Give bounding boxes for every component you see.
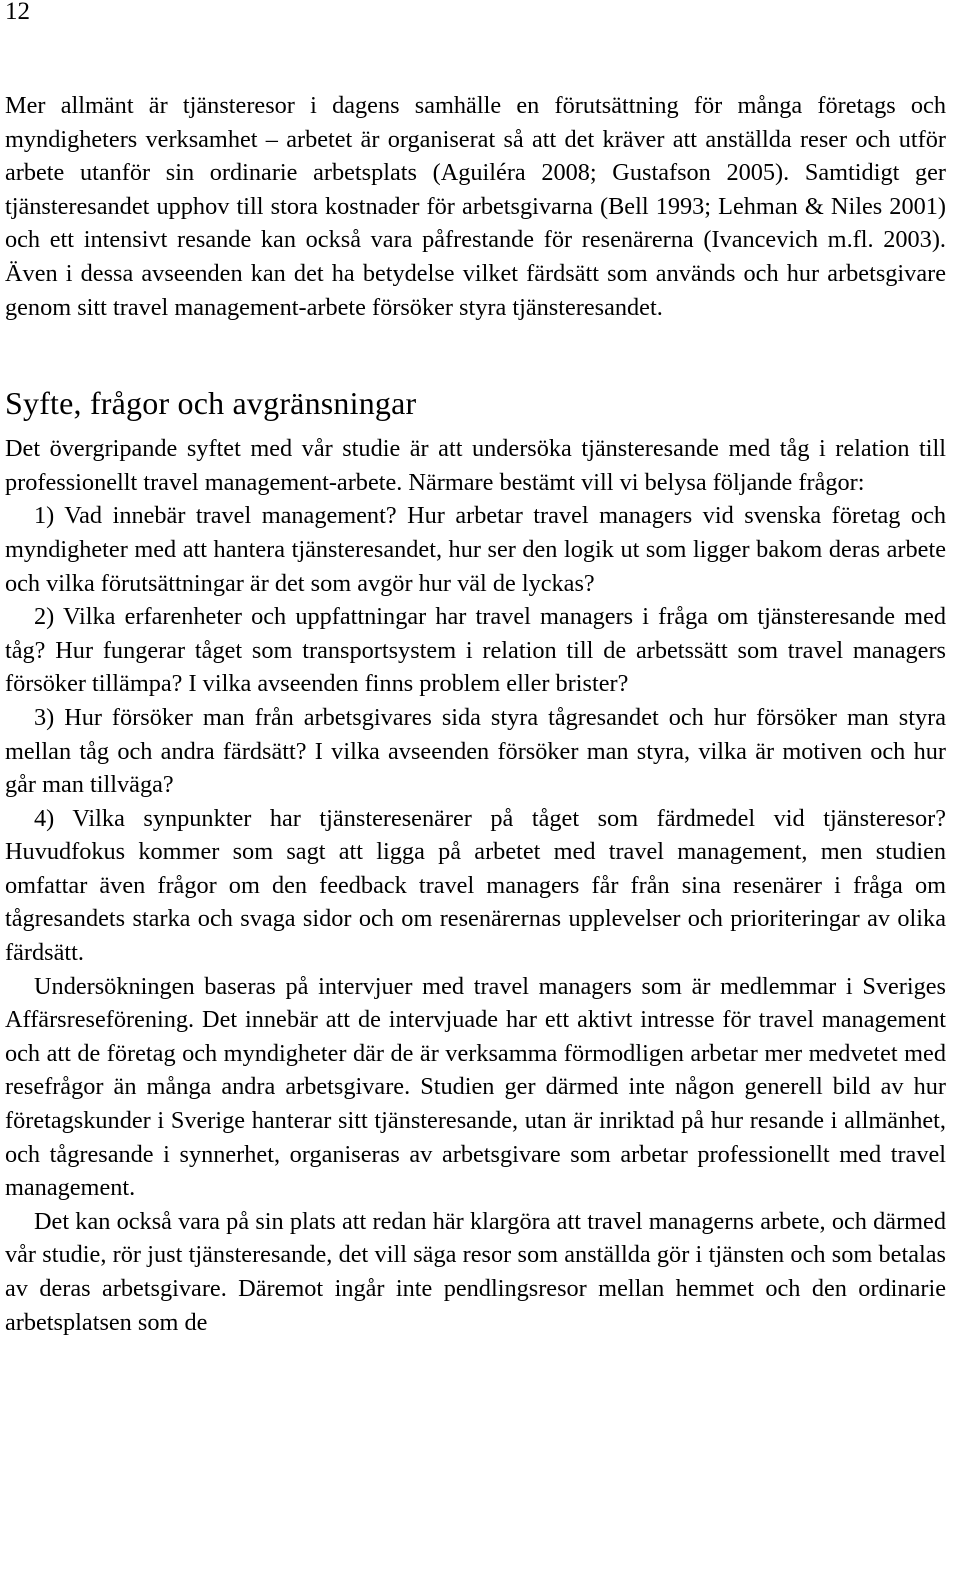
document-body [5,89,946,1339]
question-4-paragraph: 4) Vilka synpunkter har tjänsteresenärer på tåget som färdmedel vid tjänsteresor? Huvudfokus kommer som sagt att ligga på arbetet med travel management, men studien omfattar även frågor om den feedback travel managers får från sina resenärer i fråga om tågresandets starka och svaga sidor och om resenärernas upplevelser och prioriteringar av olika färdsätt. [5,804,946,967]
purpose-paragraph: Det övergripande syftet med vår studie är att undersöka tjänsteresande med tåg i relation till professionellt travel management-arbete. Närmare bestämt vill vi belysa följande frågor: [5,435,946,496]
section-heading: Syfte, frågor och avgränsningar [5,385,417,422]
page-number: 12 [5,0,30,25]
scope-paragraph: Det kan också vara på sin plats att redan här klargöra att travel managerns arbete, och därmed vår studie, rör just tjänsteresande, det vill säga resor som anställda gör i tjänsten och som betalas av deras arbetsgivare. Däremot ingår inte pendlingsresor mellan hemmet och den ordinarie arbetsplatsen som de [5,1207,946,1336]
question-1-paragraph: 1) Vad innebär travel management? Hur arbetar travel managers vid svenska företag och myndigheter med att hantera tjänsteresandet, hur ser den logik ut som ligger bakom deras arbete och vilka förutsättningar är det som avgör hur väl de lyckas? [5,502,946,597]
question-3-paragraph: 3) Hur försöker man från arbetsgivares sida styra tågresandet och hur försöker man styra mellan tåg och andra färdsätt? I vilka avseenden försöker man styra, vilka är motiven och hur går man tillväga? [5,703,946,799]
question-2-paragraph: 2) Vilka erfarenheter och uppfattningar har travel managers i fråga om tjänsteresande med tåg? Hur fungerar tåget som transportsystem i relation till de arbetssätt som travel managers försöker tillämpa? I vilka avseenden finns problem eller brister? [5,603,946,698]
method-paragraph: Undersökningen baseras på intervjuer med travel managers som är medlemmar i Sveriges Affärsreseförening. Det innebär att de intervjuade har ett aktivt intresse för travel management och att de företag och myndigheter där de är verksamma förmodligen arbetar mer medvetet med resefrågor än många andra arbetsgivare. Studien ger därmed inte någon generell bild av hur företagskunder i Sverige hanterar sitt tjänsteresande, utan är inriktad på hur resande i allmänhet, och tågresande i synnerhet, organiseras av arbetsgivare som arbetar professionellt med travel management. [5,972,946,1202]
intro-paragraph: Mer allmänt är tjänsteresor i dagens samhälle en förutsättning för många företags och myndigheters verksamhet – arbetet är organiserat så att det kräver att anställda reser och utför arbete utanför sin ordinarie arbetsplats (Aguiléra 2008; Gustafson 2005). Samtidigt ger tjänsteresandet upphov till stora kostnader för arbetsgivarna (Bell 1993; Lehman & Niles 2001) och ett intensivt resande kan också vara påfrestande för resenärerna (Ivancevich m.fl. 2003). Även i dessa avseenden kan det ha betydelse vilket färdsätt som används och hur arbetsgivare genom sitt travel management-arbete försöker styra tjänsteresandet. [5,92,946,321]
